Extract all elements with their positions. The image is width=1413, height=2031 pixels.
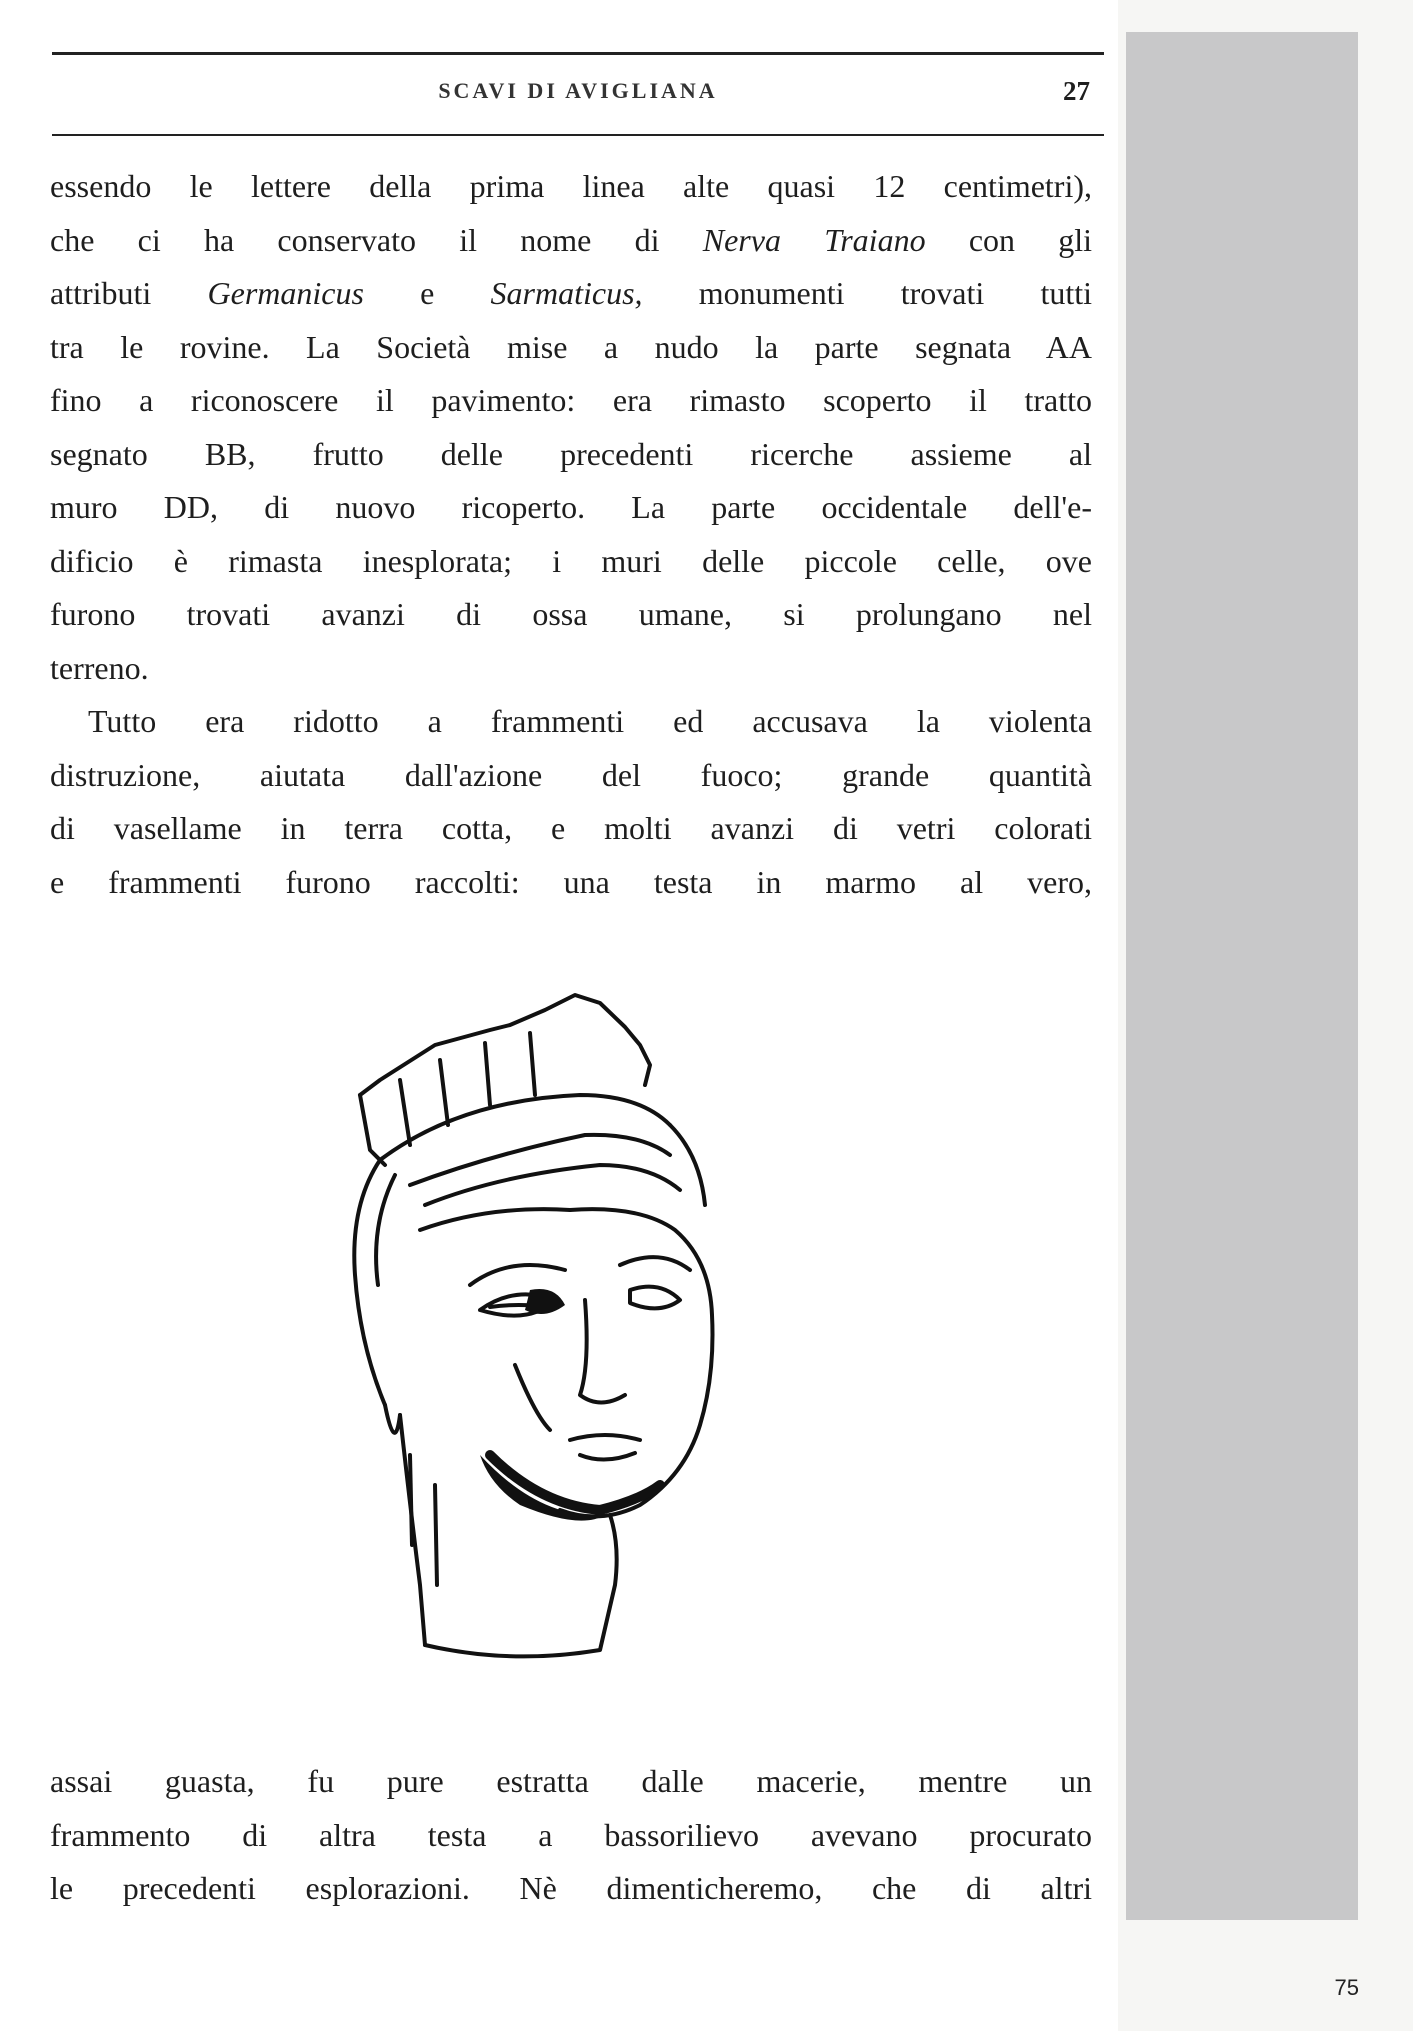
text-line: le precedenti esplorazioni. Nè dimenticheremo, che di altri [50,1870,1092,1906]
text-line: muro DD, di nuovo ricoperto. La parte occidentale dell'e- [50,489,1092,525]
paragraph-3 [50,1755,1092,1916]
text-line: assai guasta, fu pure estratta dalle macerie, mentre un [50,1763,1092,1799]
running-title: SCAVI DI AVIGLIANA [438,78,718,103]
text-line: segnato BB, frutto delle precedenti ricerche assieme al [50,435,1092,472]
emphasis-name: Nerva Traiano [702,221,926,258]
running-head [52,78,1104,114]
scan-page-number: 75 [1334,1975,1359,2000]
text-fragment: con gli [968,221,1093,258]
text-line [50,214,1092,268]
text-line: dificio è rimasta inesplorata; i muri delle piccole celle, ove [50,542,1092,579]
text-line: frammento di altra testa a bassorilievo avevano procurato [50,1816,1092,1853]
page-number: 27 [1063,76,1090,106]
text-line: tra le rovine. La Società mise a nudo la parte segnata AA [50,328,1092,365]
head-drawing [340,985,810,1675]
marble-head-illustration [340,985,810,1675]
text-line: essendo le lettere della prima linea alte quasi 12 centimetri), [50,168,1092,204]
paragraph-1 [50,160,1092,909]
text-fragment: e [420,275,435,311]
text-line: distruzione, aiutata dall'azione del fuoco; grande quantità [50,756,1092,793]
text-fragment: che ci ha conservato il nome di [50,221,660,258]
emphasis-name: Germanicus [207,275,364,311]
text-line: furono trovati avanzi di ossa umane, si prolungano nel [50,596,1092,632]
text-line: terreno. [50,649,149,686]
scan-side-band [1126,32,1358,1920]
header-rule-bottom [52,134,1104,136]
text-line: Tutto era ridotto a frammenti ed accusava la violenta [88,703,1092,739]
text-fragment: monumenti trovati tutti [698,275,1093,311]
text-line: di vasellame in terra cotta, e molti avanzi di vetri colorati [50,810,1092,846]
text-line: e frammenti furono raccolti: una testa in marmo al vero, [50,863,1092,900]
text-line [50,267,1092,321]
text-line: fino a riconoscere il pavimento: era rimasto scoperto il tratto [50,382,1092,418]
emphasis-name: Sarmaticus, [490,275,643,311]
text-fragment: attributi [50,275,152,311]
header-rule-top [52,52,1104,55]
